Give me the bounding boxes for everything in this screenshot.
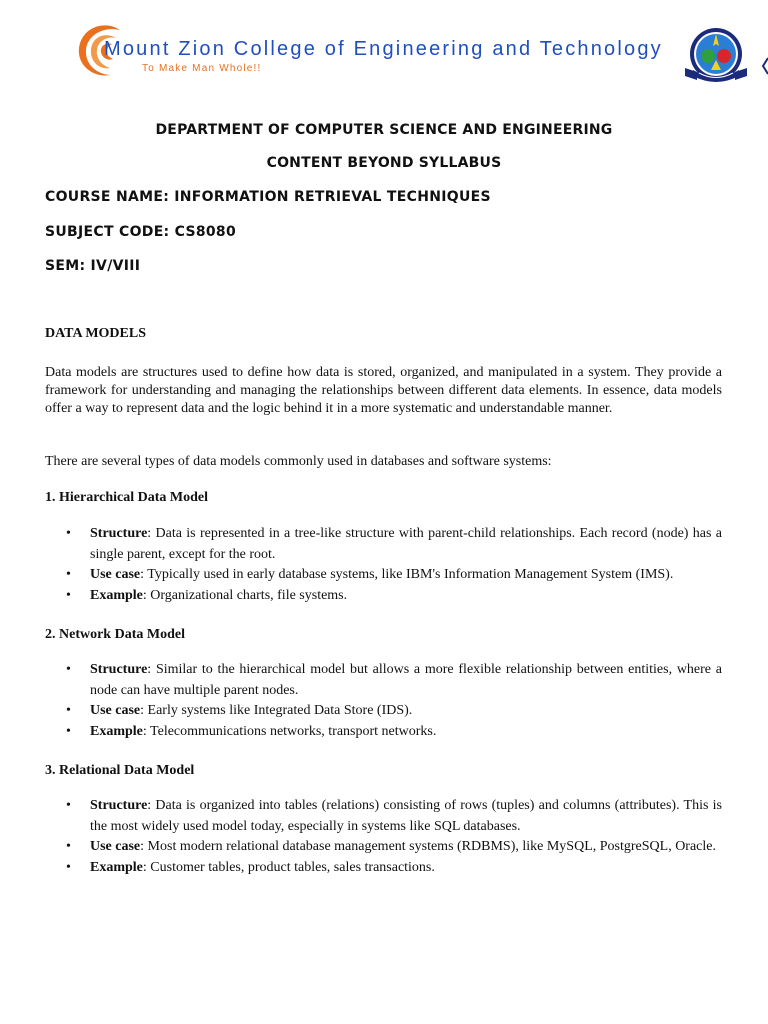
item-term: Structure: [90, 526, 148, 541]
course-name: COURSE NAME: INFORMATION RETRIEVAL TECHNIQUES: [45, 189, 491, 205]
types-intro: There are several types of data models commonly used in databases and software systems:: [45, 454, 552, 469]
list-item: [45, 858, 722, 879]
section-heading: DATA MODELS: [45, 326, 146, 341]
item-term: Example: [90, 859, 143, 875]
item-text: : Customer tables, product tables, sales transactions.: [142, 859, 435, 875]
list-item: [45, 701, 722, 722]
list-item: [45, 524, 722, 565]
intro-paragraph: Data models are structures used to define how data is stored, organized, and manipulated in a system. They provide a framework for understanding and managing the relationships between different data elements. In essence, data models offer a way to represent data and the logic behind it in a more systematic and understandable manner.: [45, 365, 722, 416]
item-text: : Organizational charts, file systems.: [142, 587, 348, 603]
item-text: : Typically used in early database systems, like IBM's Information Management System (IMS).: [140, 567, 674, 582]
letterhead: [0, 0, 768, 100]
item-text: : Data is organized into tables (relations) consisting of rows (tuples) and columns (attributes). This is the most widely used model today, especially in systems like SQL databases.: [90, 798, 722, 834]
bullet-list: [45, 796, 722, 878]
item-term: Use case: [90, 703, 141, 718]
edge-mark-icon: [760, 56, 768, 76]
item-term: Structure: [90, 798, 148, 813]
list-item: [45, 586, 722, 607]
item-text: : Similar to the hierarchical model but allows a more flexible relationship between entities, where a node can have multiple parent nodes.: [90, 662, 722, 698]
college-tagline: To Make Man Whole!!: [142, 63, 262, 74]
list-item: [45, 565, 722, 586]
item-term: Example: [90, 587, 143, 603]
item-text: : Telecommunications networks, transport networks.: [142, 723, 437, 739]
subsection-title: 2. Network Data Model: [45, 627, 185, 642]
subject-code: SUBJECT CODE: CS8080: [45, 224, 237, 240]
item-text: : Most modern relational database management systems (RDBMS), like MySQL, PostgreSQL, Oracle.: [140, 839, 717, 854]
document-subtitle: CONTENT BEYOND SYLLABUS: [266, 155, 502, 171]
college-name: Mount Zion College of Engineering and Technology: [104, 38, 663, 60]
list-item: [45, 796, 722, 837]
department-title: DEPARTMENT OF COMPUTER SCIENCE AND ENGINEERING: [155, 122, 613, 138]
bullet-list: [45, 524, 722, 606]
semester: SEM: IV/VIII: [45, 258, 141, 274]
item-term: Example: [90, 723, 143, 739]
item-term: Use case: [90, 567, 141, 582]
list-item: [45, 722, 722, 743]
bullet-list: [45, 660, 722, 742]
item-term: Use case: [90, 839, 141, 854]
list-item: [45, 837, 722, 858]
item-text: : Data is represented in a tree-like structure with parent-child relationships. Each record (node) has a single parent, except for the root.: [90, 526, 722, 562]
college-seal-icon: [683, 26, 749, 86]
item-term: Structure: [90, 662, 148, 677]
subsection-title: 1. Hierarchical Data Model: [45, 490, 209, 505]
subsection-title: 3. Relational Data Model: [45, 763, 195, 778]
item-text: : Early systems like Integrated Data Store (IDS).: [140, 703, 413, 718]
list-item: [45, 660, 722, 701]
